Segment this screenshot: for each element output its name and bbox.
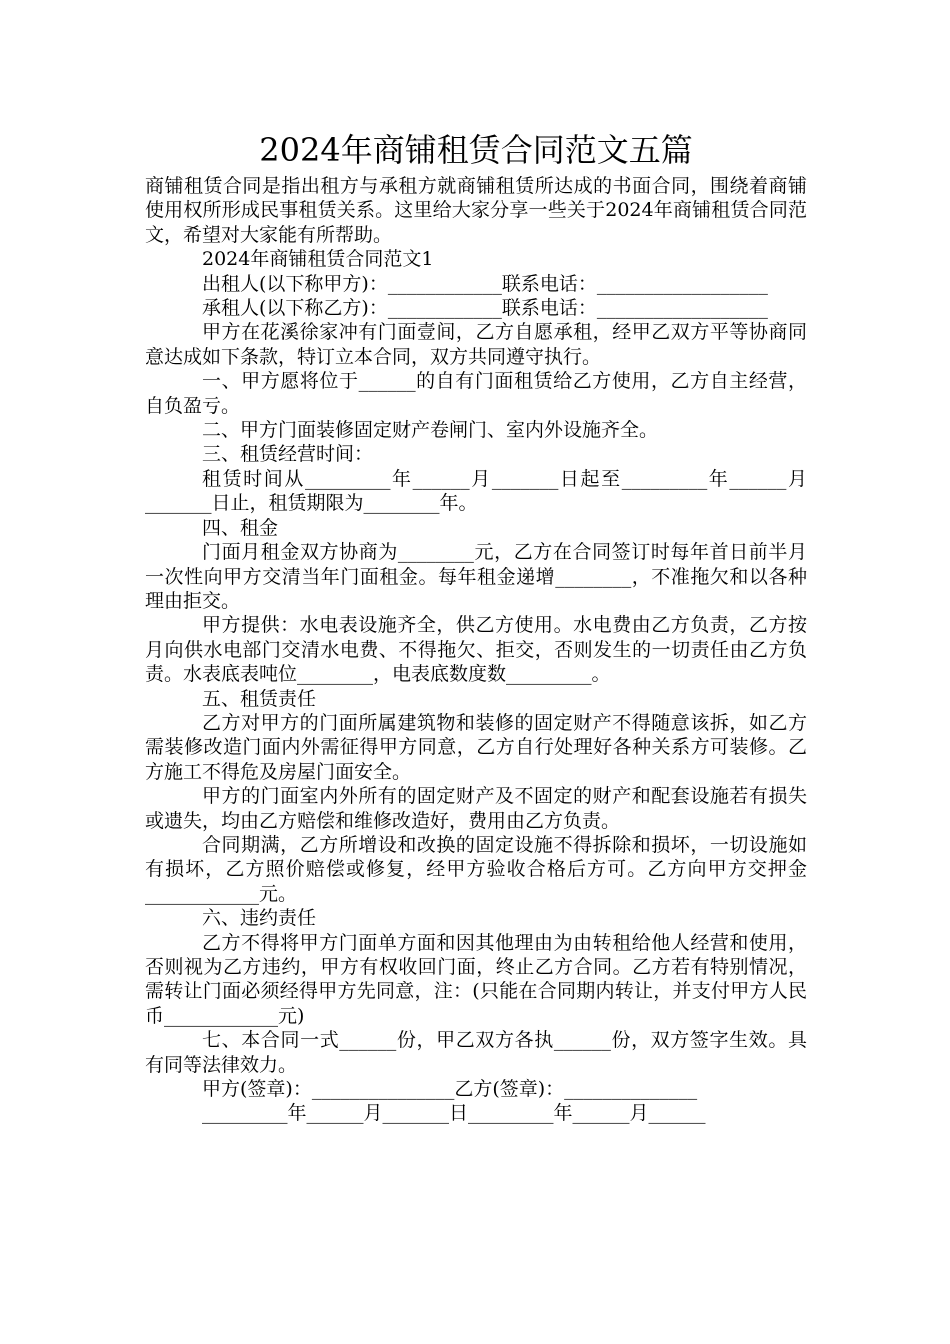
section-heading: 2024年商铺租赁合同范文1: [202, 248, 434, 271]
clause-2: 二、甲方门面装修固定财产卷闸门、室内外设施齐全。: [202, 419, 659, 442]
responsibility-paragraph-3: 合同期满，乙方所增设和改换的固定设施不得拆除和损坏，一切设施如有损坏，乙方照价赔偿或修复，经甲方验收合格后方可。乙方向甲方交押金____________元。: [145, 833, 807, 905]
clause-4-heading: 四、租金: [202, 516, 279, 539]
lessee-line: 承租人(以下称乙方)：____________联系电话：__________________: [202, 297, 768, 320]
preamble-paragraph: 甲方在花溪徐家冲有门面壹间，乙方自愿承租，经甲乙双方平等协商同意达成如下条款，特订立本合同，双方共同遵守执行。: [145, 321, 807, 368]
responsibility-paragraph-1: 乙方对甲方的门面所属建筑物和装修的固定财产不得随意该拆，如乙方需装修改造门面内外需征得甲方同意，乙方自行处理好各种关系方可装修。乙方施工不得危及房屋门面安全。: [145, 711, 807, 783]
breach-paragraph: 乙方不得将甲方门面单方面和因其他理由为由转租给他人经营和使用，否则视为乙方违约，甲方有权收回门面，终止乙方合同。乙方若有特别情况，需转让门面必须经得甲方先同意，注：(只能在合同期内转让，并支付甲方人民币____________元): [145, 931, 807, 1027]
utilities-paragraph: 甲方提供：水电表设施齐全，供乙方使用。水电费由乙方负责，乙方按月向供水电部门交清水电费、不得拖欠、拒交，否则发生的一切责任由乙方负责。水表底表吨位________，电表底数度数_________。: [145, 614, 807, 686]
intro-paragraph: 商铺租赁合同是指出租方与承租方就商铺租赁所达成的书面合同，围绕着商铺使用权所形成民事租赁关系。这里给大家分享一些关于2024年商铺租赁合同范文，希望对大家能有所帮助。: [145, 175, 807, 246]
document-title: 2024年商铺租赁合同范文五篇: [259, 131, 693, 169]
rent-paragraph: 门面月租金双方协商为________元，乙方在合同签订时每年首日前半月一次性向甲方交清当年门面租金。每年租金递增________，不准拖欠和以各种理由拒交。: [145, 541, 807, 612]
clause-3-heading: 三、租赁经营时间：: [202, 443, 374, 466]
lease-period-paragraph: 租赁时间从_________年______月_______日起至_________年______月_______日止，租赁期限为________年。: [145, 467, 807, 515]
clause-6-heading: 六、违约责任: [202, 907, 317, 930]
clause-7: 七、本合同一式______份，甲乙双方各执______份，双方签字生效。具有同等法律效力。: [145, 1029, 807, 1076]
document-page: [145, 128, 807, 1126]
lessor-line: 出租人(以下称甲方)：____________联系电话：__________________: [202, 272, 768, 295]
clause-1: 一、甲方愿将位于______的自有门面租赁给乙方使用，乙方自主经营，自负盈亏。: [145, 370, 807, 417]
signature-line: 甲方(签章)：_______________乙方(签章)：______________: [202, 1078, 698, 1101]
date-line: _________年______月_______日_________年______月______: [202, 1102, 706, 1125]
clause-5-heading: 五、租赁责任: [202, 687, 317, 710]
responsibility-paragraph-2: 甲方的门面室内外所有的固定财产及不固定的财产和配套设施若有损失或遗失，均由乙方赔偿和维修改造好，费用由乙方负责。: [145, 785, 807, 832]
